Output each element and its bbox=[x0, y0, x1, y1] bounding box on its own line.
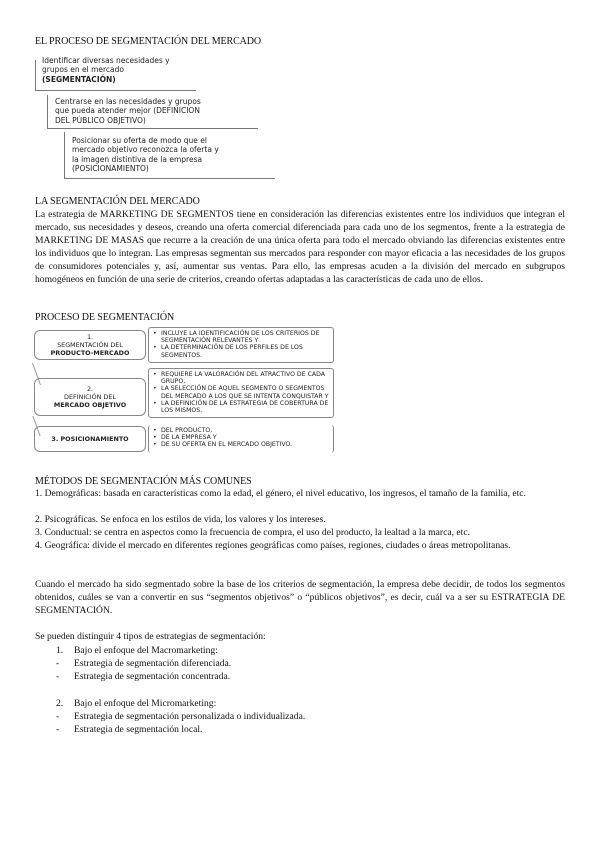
method-item-conductual: 3. Conductual: se centra en aspectos como la frecuencia de compra, el uso del producto, la lealtad a la marca, etc. bbox=[35, 527, 470, 538]
diagram-connector bbox=[47, 95, 258, 129]
diagram-step-segmentacion: Identificar diversas necesidades y grupos en el mercado (SEGMENTACIÓN) bbox=[42, 56, 170, 84]
diagram-step-publico-objetivo: Centrarse en las necesidades y grupos que pueda atender mejor (DEFINICION DEL PÚBLICO OBJETIVO) bbox=[55, 97, 201, 125]
list-item: - Estrategia de segmentación diferenciada. bbox=[56, 658, 232, 669]
process-step-2-details: • REQUIERE LA VALORACIÓN DEL ATRACTIVO DE CADA GRUPO, • LA SELECCIÓN DE AQUEL SEGMENTO O SEGMENTOS DEL MERCADO A LOS QUE SE INTENTA CONQUISTAR Y • LA DEFINICIÓN DE LA ESTRATEGIA DE COBERTURA DE LOS MISMOS. bbox=[148, 368, 334, 418]
process-step-3-box: 3. POSICIONAMIENTO bbox=[34, 426, 146, 452]
section-title-proceso-segmentacion: PROCESO DE SEGMENTACIÓN bbox=[35, 312, 175, 323]
list-item: - Estrategia de segmentación concentrada. bbox=[56, 671, 231, 682]
process-step-2-box: 2. DEFINICIÓN DEL MERCADO OBJETIVO bbox=[34, 378, 146, 416]
strategy-intro: Se pueden distinguir 4 tipos de estrategias de segmentación: bbox=[35, 631, 266, 642]
diagram-connector bbox=[64, 132, 275, 179]
strategy-group-heading: 2. Bajo el enfoque del Micromarketing: bbox=[56, 698, 217, 709]
diagram-step-posicionamiento: Posicionar su oferta de modo que el mercado objetivo reconozca la oferta y la imagen distintiva de la empresa (POSICIONAMIENTO) bbox=[72, 136, 219, 174]
process-step-1-details: • INCLUYE LA IDENTIFICACIÓN DE LOS CRITERIOS DE SEGMENTACIÓN RELEVANTES Y • LA DETERMINACIÓN DE LOS PERFILES DE LOS SEGMENTOS. bbox=[148, 327, 334, 363]
list-item: - Estrategia de segmentación personalizada o individualizada. bbox=[56, 711, 306, 722]
segmentation-paragraph: La estrategia de MARKETING DE SEGMENTOS tiene en consideración las diferencias existentes entre los individuos que integran el mercado, sus necesidades y deseos, creando una oferta comercial diferenciada para cada uno de los segmentos, frente a la estrategia de MARKETING DE MASAS que recurre a la creación de una única oferta para todo el mercado obviando las diferencias existentes entre los individuos que lo integran. Las empresas segmentan sus mercados para responder con mayor eficacia a las necesidades de los grupos de consumidores potenciales y, así, aumentar sus ventas. Para ello, las empresas acuden a la división del mercado en subgrupos homogéneos en función de una serie de criterios, creando ofertas adaptadas a las características de cada uno de ellos. bbox=[35, 209, 565, 285]
section-title-metodos: MÉTODOS DE SEGMENTACIÓN MÁS COMUNES bbox=[35, 476, 252, 487]
method-item-geografica: 4. Geográfica: divide el mercado en diferentes regiones geográficas como países, regiones, ciudades o áreas metropolitanas. bbox=[35, 540, 511, 551]
method-item-demograficas: 1. Demográficas: basada en características como la edad, el género, el nivel educativo, los ingresos, el tamaño de la familia, etc. bbox=[35, 488, 526, 499]
diagram-connector bbox=[35, 60, 196, 91]
method-item-psicograficas: 2. Psicográficas. Se enfoca en los estilos de vida, los valores y los intereses. bbox=[35, 514, 326, 525]
list-item: - Estrategia de segmentación local. bbox=[56, 724, 203, 735]
strategy-paragraph: Cuando el mercado ha sido segmentado sobre la base de los criterios de segmentación, la empresa debe decidir, de todos los segmentos obtenidos, cuáles se van a convertir en sus “segmentos objetivos” o “públicos objetivos”, es decir, cuál va a ser su ESTRATEGIA DE SEGMENTACIÓN. bbox=[35, 579, 565, 616]
strategy-group-heading: 1. Bajo el enfoque del Macromarketing: bbox=[56, 645, 218, 656]
process-step-3-details: • DEL PRODUCTO, • DE LA EMPRESA Y • DE SU OFERTA EN EL MERCADO OBJETIVO. bbox=[148, 425, 334, 453]
section-title-segmentacion: LA SEGMENTACIÓN DEL MERCADO bbox=[35, 196, 200, 207]
process-step-1-box: 1. SEGMENTACIÓN DEL PRODUCTO-MERCADO bbox=[34, 330, 146, 360]
section-title-proceso: EL PROCESO DE SEGMENTACIÓN DEL MERCADO bbox=[35, 36, 262, 47]
